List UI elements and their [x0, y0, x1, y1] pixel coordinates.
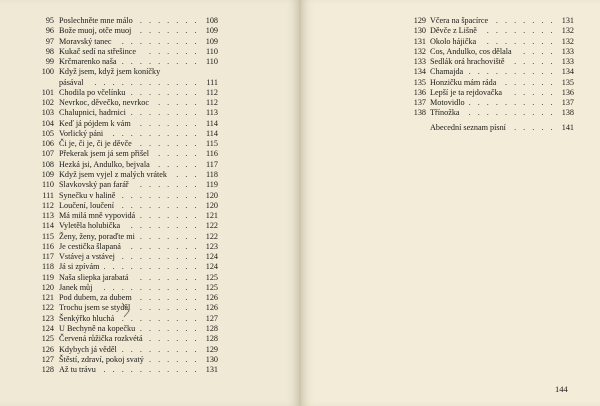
toc-entry: [38, 119, 218, 129]
entry-title: Šenkýřko hluchá: [59, 313, 115, 323]
entry-page: 112: [206, 87, 218, 97]
toc-entry: [38, 324, 218, 334]
left-contents-list: [38, 16, 218, 375]
entry-page: 120: [205, 200, 218, 210]
toc-entry: [38, 129, 218, 139]
dot-leader: . . . . . . . . . .: [468, 67, 555, 77]
entry-number: 136: [413, 87, 426, 97]
dot-leader: . . . . . .: [148, 354, 199, 364]
dot-leader: . . . . . . . . . .: [112, 128, 199, 138]
entry-title: Pod dubem, za dubem: [59, 293, 132, 303]
entry-number: 130: [413, 26, 426, 36]
toc-entry: [38, 242, 218, 252]
entry-number: 126: [41, 344, 54, 354]
entry-page: 137: [561, 98, 574, 108]
dot-leader: . . . . . . . . .: [121, 200, 199, 210]
entry-page: 133: [561, 46, 574, 56]
entry-number: 105: [41, 128, 54, 138]
entry-number: 137: [413, 98, 426, 108]
dot-leader: . . . . . . .: [139, 26, 199, 36]
entry-number: 120: [41, 282, 54, 292]
entry-title: Slavkovský pan farář: [59, 180, 129, 190]
entry-page: 132: [561, 36, 574, 46]
dot-leader: . . . . . . . . . .: [468, 108, 555, 118]
entry-title: Chodila po včelínku: [59, 87, 126, 97]
entry-page: 129: [205, 344, 218, 354]
entry-title: Keď já pójdem k vám: [59, 118, 131, 128]
toc-entry: [406, 98, 574, 108]
entry-number: 104: [41, 118, 54, 128]
dot-leader: . . . . . . .: [139, 272, 199, 282]
toc-entry: [38, 37, 218, 47]
entry-number: 114: [42, 221, 54, 231]
dot-leader: . . . . . . . . . . .: [103, 282, 199, 292]
entry-page: 118: [206, 169, 218, 179]
entry-title: Vorlický páni: [59, 128, 104, 138]
entry-title: Cos, Andulko, cos dělala: [430, 46, 512, 56]
entry-title: Děvče z Lišně: [430, 26, 477, 36]
toc-entry: [38, 160, 218, 170]
dot-leader: . . . . . . . . . . .: [103, 262, 199, 272]
dot-leader: . . . . . . .: [139, 293, 199, 303]
toc-entry: [406, 67, 574, 77]
entry-page: 138: [561, 108, 574, 118]
entry-page: 126: [205, 303, 218, 313]
entry-title: Červená růžička rozkvétá: [59, 334, 143, 344]
entry-page: 141: [561, 123, 574, 132]
toc-entry: [38, 221, 218, 231]
toc-entry: [38, 283, 218, 293]
dot-leader: . . . . . . . .: [130, 221, 199, 231]
toc-entry: [38, 170, 218, 180]
entry-title: Nevrkoc, děvečko, nevrkoc: [59, 98, 150, 108]
toc-entry: [406, 57, 574, 67]
entry-page: 112: [206, 98, 218, 108]
entry-title: Motovidlo: [430, 98, 465, 108]
entry-number: 135: [413, 77, 426, 87]
toc-entry: [38, 262, 218, 272]
entry-title: Má milá mně vypovidá: [59, 211, 136, 221]
dot-leader: . . . . . . . . .: [121, 344, 199, 354]
entry-title: Lepší je ta rejdovačka: [430, 87, 503, 97]
dot-leader: . . . . . . . .: [130, 108, 199, 118]
entry-title: Když jsem, když jsem koníčky: [59, 67, 161, 77]
left-page: [0, 0, 299, 406]
dot-leader: . . . . .: [514, 57, 555, 67]
entry-title: Vstávej a vstávej: [59, 252, 115, 262]
toc-entry: [38, 67, 218, 88]
entry-title: Překerak jsem já sem přišel: [59, 149, 150, 159]
dot-leader: . . . . . . .: [139, 16, 199, 25]
toc-entry: [38, 98, 218, 108]
dot-leader: . . . . . . . . .: [121, 36, 199, 46]
entry-page: 110: [206, 57, 218, 67]
toc-entry: [406, 16, 574, 26]
dot-leader: . . . . . . . . . .: [468, 98, 555, 108]
entry-number: 112: [42, 200, 54, 210]
dot-leader: . . . . . .: [148, 334, 199, 344]
dot-leader: . . . . . . . . . . . .: [94, 77, 199, 87]
entry-page: 123: [205, 241, 218, 251]
entry-page: 111: [206, 77, 218, 87]
dot-leader: . . . . . . .: [139, 323, 199, 333]
dot-leader: . . . . . . . .: [130, 241, 199, 251]
entry-page: 127: [205, 313, 218, 323]
entry-number: 122: [41, 303, 54, 313]
entry-page: 114: [206, 118, 218, 128]
toc-entry: [38, 108, 218, 118]
entry-number: 97: [45, 36, 54, 46]
entry-number: 119: [42, 272, 54, 282]
entry-number: 131: [413, 36, 426, 46]
entry-title: Abecední seznam písní: [430, 123, 506, 132]
right-contents-list: [406, 16, 574, 119]
entry-page: 130: [205, 354, 218, 364]
entry-title: Honzičku mám ráda: [430, 77, 497, 87]
entry-title: Okolo hájička: [430, 36, 477, 46]
entry-number: 132: [413, 46, 426, 56]
entry-page: 114: [206, 128, 218, 138]
entry-title: Či je, či je, či je děvče: [59, 139, 132, 149]
entry-title: Kdybych já věděl: [59, 344, 117, 354]
entry-page: 132: [561, 26, 574, 36]
entry-number: 138: [413, 108, 426, 118]
entry-number: 103: [41, 108, 54, 118]
entry-number: 123: [41, 313, 54, 323]
entry-number: 116: [42, 241, 54, 251]
page-number: 144: [555, 384, 568, 394]
entry-title: U Bechyně na kopečku: [59, 323, 136, 333]
dot-leader: . . .: [176, 169, 199, 179]
entry-page: 116: [206, 149, 218, 159]
toc-entry: [38, 355, 218, 365]
entry-page: 108: [205, 16, 218, 25]
entry-number: 129: [413, 16, 426, 25]
entry-number: 107: [41, 149, 54, 159]
entry-title: Třínožka: [430, 108, 460, 118]
entry-title: Poslechněte mne málo: [59, 16, 133, 25]
entry-title: Je cestička šlapaná: [59, 241, 121, 251]
entry-page: 135: [561, 77, 574, 87]
entry-title: Trochu jsem se styděl: [59, 303, 131, 313]
entry-title: Loučení, loučení: [59, 200, 115, 210]
dot-leader: . . . . .: [158, 98, 199, 108]
entry-page: 136: [561, 87, 574, 97]
toc-entry: [38, 273, 218, 283]
entry-title: Kukač sedí na střešince: [59, 46, 137, 56]
toc-entry: [38, 252, 218, 262]
dot-leader: . . . . .: [514, 123, 555, 132]
entry-page: 109: [205, 26, 218, 36]
entry-title: Ženy, ženy, poraďte mi: [59, 231, 135, 241]
entry-page: 134: [561, 67, 574, 77]
toc-entry: [38, 57, 218, 67]
toc-entry: [38, 211, 218, 221]
entry-number: 133: [413, 57, 426, 67]
entry-title: Chalupnici, hadrnici: [59, 108, 126, 118]
entry-page: 109: [205, 36, 218, 46]
entry-page: 125: [205, 282, 218, 292]
dot-leader: . . . . . . . .: [486, 36, 555, 46]
entry-title-continued: pásával: [59, 77, 84, 87]
entry-number: 99: [45, 57, 54, 67]
toc-entry: [38, 47, 218, 57]
entry-number: 100: [41, 67, 54, 77]
toc-entry: [38, 16, 218, 26]
dot-leader: . . . . . . .: [139, 118, 199, 128]
dot-leader: . . . . . . .: [139, 211, 199, 221]
toc-entry: [38, 345, 218, 355]
entry-number: 106: [41, 139, 54, 149]
entry-page: 125: [205, 272, 218, 282]
entry-number: 118: [42, 262, 54, 272]
entry-title: Bože muoj, otče muoj: [59, 26, 132, 36]
entry-number: 128: [41, 365, 54, 375]
toc-entry: [38, 201, 218, 211]
toc-entry: [406, 78, 574, 88]
dot-leader: . . . . . . . .: [486, 26, 555, 36]
toc-entry: [38, 88, 218, 98]
dot-leader: . . . . . . . . .: [121, 252, 199, 262]
entry-number: 127: [41, 354, 54, 364]
dot-leader: . . . . . . .: [139, 180, 199, 190]
toc-entry: [38, 191, 218, 201]
entry-number: 98: [45, 46, 54, 56]
entry-page: 126: [205, 293, 218, 303]
entry-title: Štěstí, zdraví, pokoj svatý: [59, 354, 144, 364]
dot-leader: . . . . . . . . .: [121, 313, 199, 323]
entry-page: 124: [205, 252, 218, 262]
entry-title: Sedlák orá hrachoviště: [430, 57, 505, 67]
toc-entry: [406, 88, 574, 98]
entry-number: 115: [42, 231, 54, 241]
toc-entry: [38, 232, 218, 242]
entry-number: 95: [45, 16, 54, 25]
dot-leader: . . . . . . .: [139, 303, 199, 313]
toc-entry: [406, 37, 574, 47]
entry-page: 131: [561, 16, 574, 25]
entry-page: 117: [206, 159, 218, 169]
entry-number: 111: [42, 190, 54, 200]
entry-page: 131: [205, 365, 218, 375]
entry-number: 101: [41, 87, 54, 97]
entry-page: 121: [205, 211, 218, 221]
entry-title: Já si zpívám: [59, 262, 100, 272]
entry-page: 120: [205, 190, 218, 200]
entry-title: Až tu trávu: [59, 365, 96, 375]
dot-leader: . . . .: [523, 46, 555, 56]
alphabetical-index-entry: [430, 123, 574, 133]
dot-leader: . . . . . . . .: [130, 87, 199, 97]
dot-leader: . . . . . . .: [495, 16, 555, 25]
toc-entry: [406, 108, 574, 118]
entry-page: 122: [205, 231, 218, 241]
entry-title: Janek můj: [59, 282, 93, 292]
toc-entry: [38, 365, 218, 375]
toc-entry: [38, 26, 218, 36]
entry-page: 110: [206, 46, 218, 56]
dot-leader: . . . . .: [514, 87, 555, 97]
entry-title: Vyletěla holubička: [59, 221, 121, 231]
entry-page: 119: [206, 180, 218, 190]
dot-leader: . . . . . . . . . . .: [103, 365, 199, 375]
entry-number: 121: [41, 293, 54, 303]
entry-page: 128: [205, 323, 218, 333]
entry-page: 124: [205, 262, 218, 272]
entry-number: 117: [42, 252, 54, 262]
entry-number: 125: [41, 334, 54, 344]
dot-leader: . . . . . . .: [139, 231, 199, 241]
entry-page: 113: [206, 108, 218, 118]
entry-title: Chamajda: [430, 67, 464, 77]
entry-number: 113: [42, 211, 54, 221]
dot-leader: . . . . .: [158, 159, 199, 169]
entry-number: 124: [41, 323, 54, 333]
entry-number: 96: [45, 26, 54, 36]
entry-title: Hezká jsi, Andulko, bejvala: [59, 159, 150, 169]
toc-entry: [38, 149, 218, 159]
entry-title: Krčmarenko naša: [59, 57, 117, 67]
dot-leader: . . . . . . . . .: [121, 190, 199, 200]
dot-leader: . . . . . .: [148, 46, 199, 56]
entry-title: Když jsem vyjel z malých vrátek: [59, 169, 167, 179]
entry-number: 102: [41, 98, 54, 108]
entry-page: 133: [561, 57, 574, 67]
entry-title: Synečku v halině: [59, 190, 116, 200]
toc-entry: [406, 26, 574, 36]
toc-entry: [38, 139, 218, 149]
entry-title: Včera na špacírce: [430, 16, 489, 25]
dot-leader: . . . . . . . . .: [121, 57, 199, 67]
entry-number: 110: [42, 180, 54, 190]
entry-number: 134: [413, 67, 426, 77]
entry-number: 108: [41, 159, 54, 169]
dot-leader: . . . . .: [158, 149, 199, 159]
toc-entry: [406, 47, 574, 57]
dot-leader: . . . . . . .: [139, 139, 199, 149]
pencil-mark-icon: [120, 301, 132, 319]
toc-entry: [38, 180, 218, 190]
dot-leader: . . . . . .: [504, 77, 555, 87]
entry-page: 115: [206, 139, 218, 149]
entry-page: 128: [205, 334, 218, 344]
entry-title: Moravský tanec: [59, 36, 112, 46]
entry-page: 122: [205, 221, 218, 231]
entry-title: Naša sliepka jarabatá: [59, 272, 129, 282]
entry-number: 109: [41, 169, 54, 179]
toc-entry: [38, 334, 218, 344]
